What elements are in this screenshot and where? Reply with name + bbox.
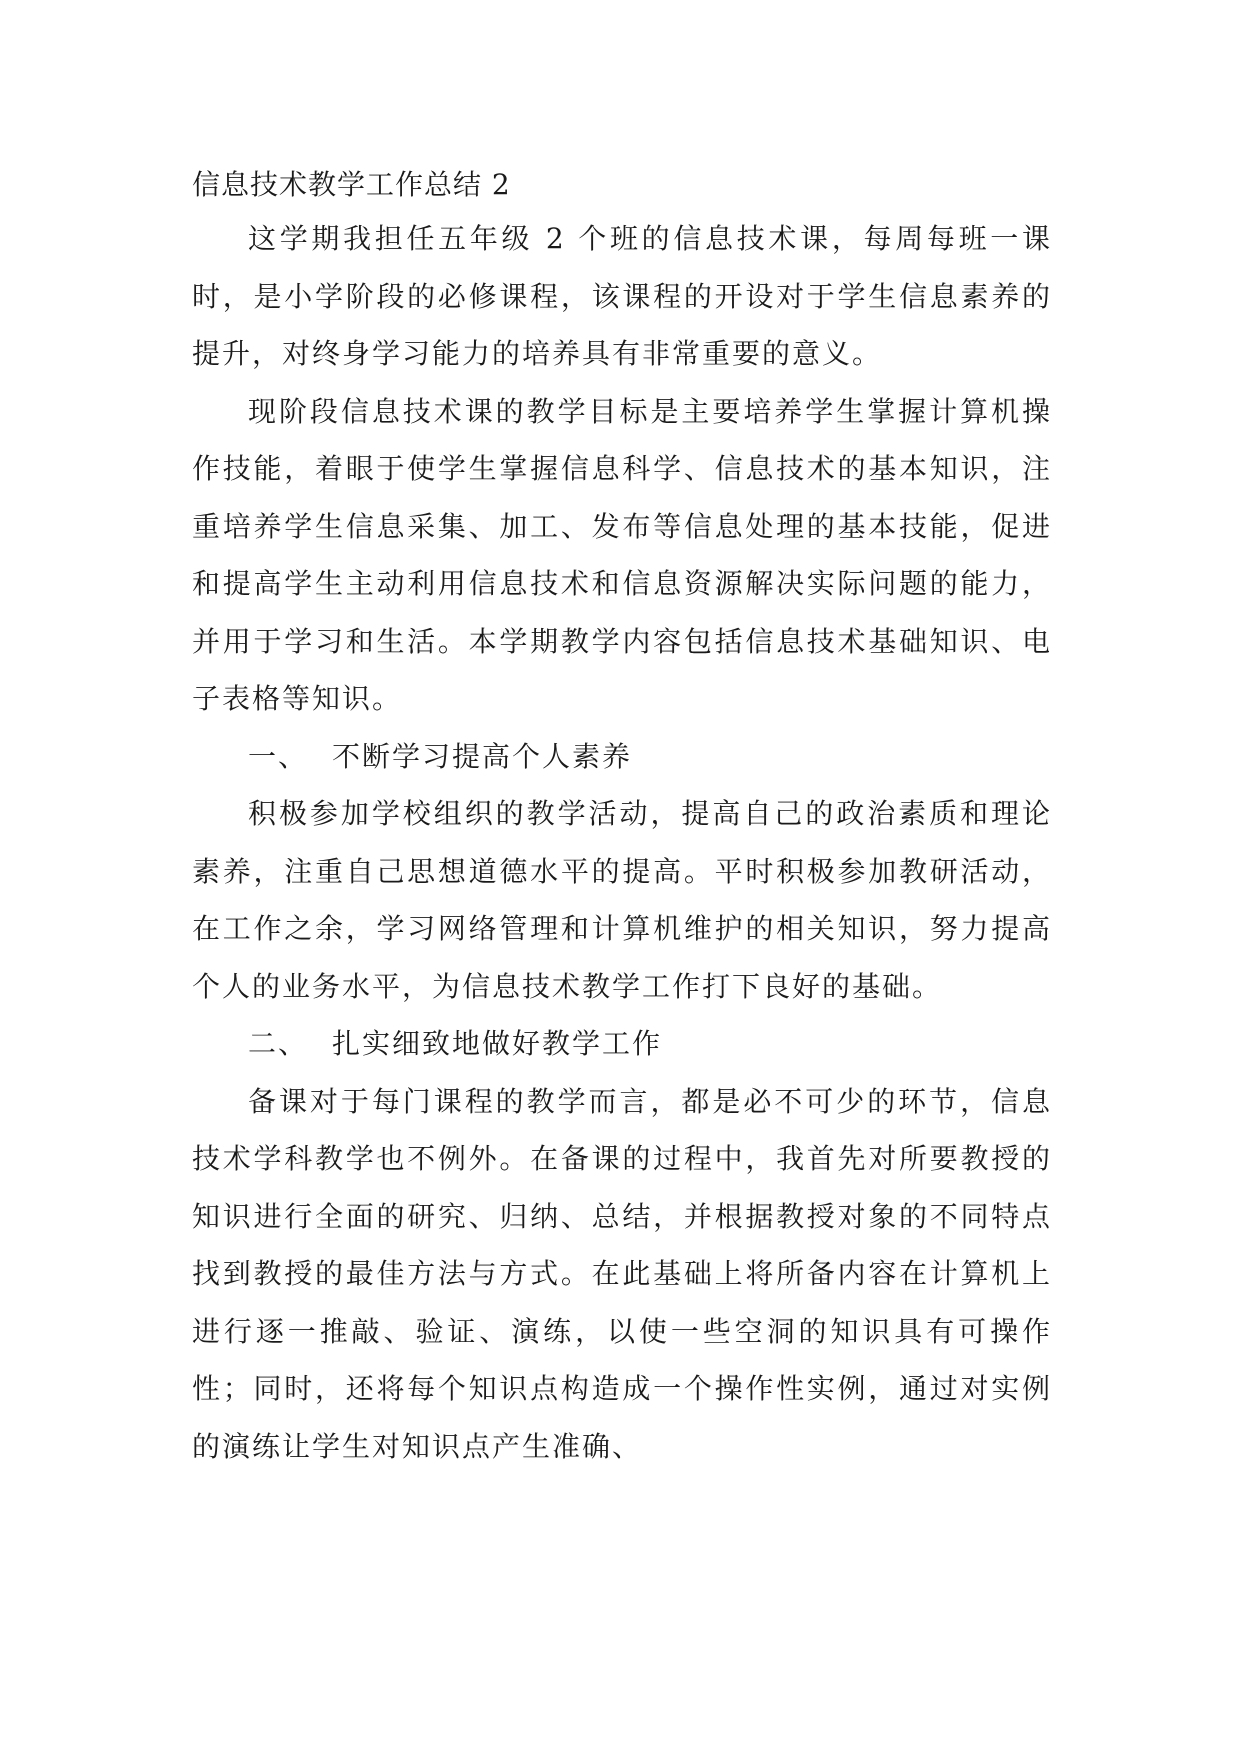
section-2-paragraph: 备课对于每门课程的教学而言，都是必不可少的环节，信息技术学科教学也不例外。在备课的过程中，我首先对所要教授的知识进行全面的研究、归纳、总结，并根据教授对象的不同特点找到教授的最佳方法与方式。在此基础上将所备内容在计算机上进行逐一推敲、验证、演练，以使一些空洞的知识具有可操作性；同时，还将每个知识点构造成一个操作性实例，通过对实例的演练让学生对知识点产生准确、 <box>192 1084 1052 1463</box>
document-title: 信息技术教学工作总结 2 <box>192 168 511 201</box>
section-heading-text: 扎实细致地做好教学工作 <box>332 1027 663 1060</box>
section-heading-2 <box>192 1015 1052 1073</box>
section-number: 二、 <box>248 1027 309 1060</box>
goals-paragraph: 现阶段信息技术课的教学目标是主要培养学生掌握计算机操作技能，着眼于使学生掌握信息科学、信息技术的基本知识，注重培养学生信息采集、加工、发布等信息处理的基本技能，促进和提高学生主动利用信息技术和信息资源解决实际问题的能力，并用于学习和生活。本学期教学内容包括信息技术基础知识、电子表格等知识。 <box>192 394 1052 715</box>
section-heading-text: 不断学习提高个人素养 <box>332 739 633 773</box>
document-body <box>192 160 1052 1475</box>
section-heading-1 <box>192 728 1052 786</box>
section-1-paragraph: 积极参加学校组织的教学活动，提高自己的政治素质和理论素养，注重自己思想道德水平的提高。平时积极参加教研活动，在工作之余，学习网络管理和计算机维护的相关知识，努力提高个人的业务水平，为信息技术教学工作打下良好的基础。 <box>192 797 1052 1003</box>
intro-paragraph: 这学期我担任五年级 2 个班的信息技术课，每周每班一课时，是小学阶段的必修课程，该课程的开设对于学生信息素养的提升，对终身学习能力的培养具有非常重要的意义。 <box>192 222 1052 370</box>
section-number: 一、 <box>248 739 309 773</box>
